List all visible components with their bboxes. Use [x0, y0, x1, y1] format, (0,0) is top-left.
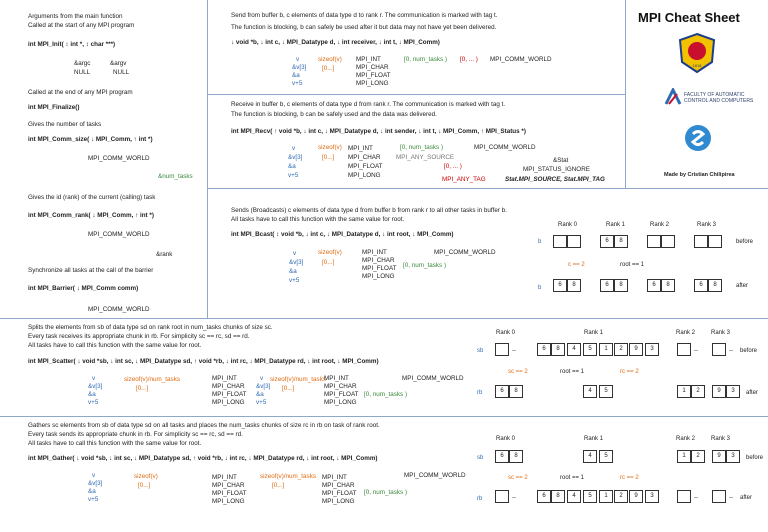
send-buf-opt: &v[3]: [292, 64, 307, 71]
gather-cell: [712, 490, 726, 503]
bcast-rank3: Rank 3: [697, 222, 717, 228]
recv-buf-opt: v+5: [288, 172, 299, 179]
scatter-rb-opt: &v[3]: [256, 383, 271, 390]
recv-count-opt: [0...]: [322, 154, 335, 161]
recv-desc1: Receive in buffer b, c elements of data type d from rank r. The communication is marked with tag t.: [231, 101, 506, 108]
upb-logo: [676, 32, 718, 74]
gather-rank3: Rank 3: [711, 436, 731, 442]
gather-rank0: Rank 0: [496, 436, 516, 442]
recv-comm: MPI_COMM_WORLD: [474, 144, 536, 151]
scatter-cell: 8: [509, 385, 523, 398]
scatter-comm: MPI_COMM_WORLD: [402, 375, 464, 382]
gather-rb-label: rb: [477, 496, 483, 502]
scatter-rd-opt: MPI_LONG: [324, 399, 357, 406]
send-buf-opt: v: [296, 56, 300, 63]
scatter-rb-opts: [256, 375, 270, 407]
bcast-cell: 6: [694, 279, 708, 292]
scatter-rd-opts: [324, 375, 359, 407]
scatter-rank0: Rank 0: [496, 330, 516, 336]
gather-rd-opt: MPI_FLOAT: [322, 490, 357, 497]
bcast-count-opt: [0...]: [322, 259, 335, 266]
bcast-cell: 6: [600, 279, 614, 292]
recv-type-opt: MPI_CHAR: [348, 154, 381, 161]
recv-status-arg: &Stat: [553, 157, 569, 164]
rank-world: MPI_COMM_WORLD: [88, 231, 150, 238]
barrier-world: MPI_COMM_WORLD: [88, 306, 150, 313]
bcast-count-opt: sizeof(v): [318, 249, 342, 256]
bcast-type-opts: [362, 249, 397, 281]
bcast-type-opt: MPI_INT: [362, 249, 387, 256]
bcast-rank2: Rank 2: [650, 222, 670, 228]
gather-sc-eq: sc == 2: [508, 475, 528, 481]
recv-rank-range: [0, num_tasks ): [400, 144, 444, 151]
send-buf-opt: &a: [292, 72, 300, 79]
divider-recv: [207, 94, 625, 95]
gather-desc1: Gathers sc elements from sb of data type sd on all tasks and places the num_tasks chunks of size rc in rb on task of rank root.: [28, 422, 380, 429]
scatter-rb-opt: v+5: [256, 399, 267, 406]
size-arg: &num_tasks: [158, 173, 193, 180]
init-desc1: Arguments from the main function: [28, 13, 123, 20]
bcast-cell: 8: [567, 279, 581, 292]
bcast-before-label: before: [736, 239, 754, 245]
bcast-b-after: b: [538, 285, 542, 291]
scatter-desc3: All tasks have to call this function with the same value for root.: [28, 342, 202, 349]
scatter-rb-label: rb: [477, 390, 483, 396]
send-signature: ↓ void *b, ↓ int c, ↓ MPI_Datatype d, ↓ int receiver, ↓ int t, ↓ MPI_Comm): [231, 39, 440, 46]
divider-scatter: [0, 318, 768, 319]
recv-type-opts: [348, 144, 383, 180]
scatter-cell: [712, 343, 726, 356]
scatter-rd-opt: MPI_FLOAT: [324, 391, 359, 398]
gather-rc-eq: rc == 2: [620, 475, 639, 481]
size-desc: Gives the number of tasks: [28, 121, 102, 128]
gather-sb-opts: [88, 472, 102, 504]
bcast-count-opts: [318, 248, 342, 268]
scatter-cell: 4: [583, 385, 597, 398]
scatter-after-label: after: [746, 390, 759, 396]
scatter-cell: 9: [712, 385, 726, 398]
scatter-sc-opts: [124, 375, 180, 393]
gather-rank1: Rank 1: [584, 436, 604, 442]
scatter-dash: --: [694, 348, 698, 354]
bcast-comm: MPI_COMM_WORLD: [434, 249, 496, 256]
scatter-cell: 3: [645, 343, 659, 356]
gather-cell: 4: [583, 450, 597, 463]
bcast-buf-opt: &v[3]: [289, 259, 304, 266]
scatter-sd-opts: [212, 375, 247, 407]
barrier-signature: int MPI_Barrier( ↓ MPI_Comm comm): [28, 285, 139, 292]
rank-desc: Gives the id (rank) of the current (calling) task: [28, 194, 156, 201]
scatter-cell: 4: [567, 343, 581, 356]
init-desc2: Called at the start of any MPI program: [28, 22, 135, 29]
recv-buf-opt: v: [292, 145, 296, 152]
scatter-cell: 9: [629, 343, 643, 356]
gather-sd-opt: MPI_CHAR: [212, 482, 245, 489]
send-comm: MPI_COMM_WORLD: [490, 56, 552, 63]
send-type-opt: MPI_LONG: [356, 80, 389, 87]
gather-desc3: All tasks have to call this function with the same value for root.: [28, 440, 202, 447]
gather-cell: 5: [583, 490, 597, 503]
credits: Made by Cristian Chilipirea: [664, 172, 735, 178]
bcast-cell: 6: [600, 235, 614, 248]
scatter-rc-opts: [270, 375, 326, 393]
gather-cell: 5: [599, 450, 613, 463]
send-type-opts: [356, 56, 391, 88]
faculty-logo: [664, 88, 682, 106]
gather-cell: 9: [629, 490, 643, 503]
send-rank-range: [0, num_tasks ): [404, 56, 448, 63]
scatter-sd-opt: MPI_CHAR: [212, 383, 245, 390]
bcast-cell: 8: [661, 279, 675, 292]
gather-root-eq: root == 1: [560, 475, 585, 481]
bcast-cell: 6: [553, 279, 567, 292]
bcast-rank1: Rank 1: [606, 222, 626, 228]
gather-rank2: Rank 2: [676, 436, 696, 442]
scatter-sc-opt: [0...]: [136, 385, 149, 392]
bcast-cell: 8: [708, 279, 722, 292]
gather-rc-opts: [260, 472, 316, 490]
gather-sd-opt: MPI_FLOAT: [212, 490, 247, 497]
gather-dash: --: [694, 495, 698, 501]
scatter-root-eq: root == 1: [560, 369, 585, 375]
scatter-sb-opt: v+5: [88, 399, 99, 406]
send-type-opt: MPI_FLOAT: [356, 72, 391, 79]
recv-count-opt: sizeof(v): [318, 144, 342, 151]
gather-sb-opt: &v[3]: [88, 480, 103, 487]
bcast-cell: [661, 235, 675, 248]
bcast-signature: int MPI_Bcast( ↕ void *b, ↓ int c, ↓ MPI_Datatype d, ↓ int root, ↓ MPI_Comm): [231, 231, 454, 238]
rank-signature: int MPI_Comm_rank( ↓ MPI_Comm, ↑ int *): [28, 212, 154, 219]
scatter-rank1: Rank 1: [584, 330, 604, 336]
gather-rc-opt: sizeof(v)/num_tasks: [260, 473, 316, 480]
bcast-root-range: [0, num_tasks ): [403, 262, 447, 269]
scatter-root-range: [0, num_tasks ): [364, 391, 408, 398]
gather-cell: 2: [691, 450, 705, 463]
bcast-root-eq: root == 1: [620, 262, 645, 268]
svg-text:1818: 1818: [692, 63, 702, 68]
scatter-before-label: before: [740, 348, 758, 354]
scatter-signature: int MPI_Scatter( ↓ void *sb, ↓ int sc, ↓ MPI_Datatype sd, ↑ void *rb, ↓ int rc, ↓ MPI_Datatype rd, ↓ int root, ↓ MPI_Comm): [28, 358, 379, 365]
gather-cell: 3: [726, 450, 740, 463]
bcast-desc1: Sends (Broadcasts) c elements of data type d from buffer b from rank r to all other tasks in buffer b.: [231, 207, 507, 214]
scatter-cell: 8: [551, 343, 565, 356]
scatter-sd-opt: MPI_INT: [212, 375, 237, 382]
send-desc1: Send from buffer b, c elements of data type d to rank r. The communication is marked with tag t.: [231, 12, 498, 19]
gather-cell: 1: [677, 450, 691, 463]
gather-cell: 6: [537, 490, 551, 503]
scatter-rd-opt: MPI_INT: [324, 375, 349, 382]
init-null2: NULL: [113, 69, 130, 76]
scatter-rc-eq: rc == 2: [620, 369, 639, 375]
bcast-buf-opt: &a: [289, 268, 297, 275]
gather-rd-opt: MPI_CHAR: [322, 482, 355, 489]
divider-gather: [0, 416, 768, 417]
scatter-sd-opt: MPI_FLOAT: [212, 391, 247, 398]
scatter-cell: 5: [599, 385, 613, 398]
recv-type-opt: MPI_FLOAT: [348, 163, 383, 170]
size-signature: int MPI_Comm_size( ↓ MPI_Comm, ↑ int *): [28, 136, 153, 143]
gather-cell: 8: [551, 490, 565, 503]
page-title: MPI Cheat Sheet: [638, 10, 740, 25]
scatter-cell: 2: [614, 343, 628, 356]
scatter-cell: 6: [495, 385, 509, 398]
init-arg1: &argc: [74, 60, 91, 67]
bcast-buf-opt: v+5: [289, 277, 300, 284]
bcast-desc2: All tasks have to call this function with the same value for root.: [231, 216, 405, 223]
gather-cell: 3: [645, 490, 659, 503]
bcast-cell: [694, 235, 708, 248]
bcast-cell: [647, 235, 661, 248]
finalize-signature: int MPI_Finalize(): [28, 104, 80, 111]
gather-rd-opt: MPI_INT: [322, 474, 347, 481]
gather-cell: 2: [614, 490, 628, 503]
recv-any-source: MPI_ANY_SOURCE: [396, 154, 455, 161]
gather-dash: --: [729, 495, 733, 501]
bcast-buf-opt: v: [293, 250, 297, 257]
recv-type-opt: MPI_INT: [348, 145, 373, 152]
send-type-opt: MPI_CHAR: [356, 64, 389, 71]
recv-buf-opts: [288, 144, 302, 180]
recv-buf-opt: &v[3]: [288, 154, 303, 161]
send-desc2: The function is blocking, b can safely be used after it but data may not have yet been delivered.: [231, 24, 497, 31]
scatter-cell: 3: [726, 385, 740, 398]
gather-root-range: [0, num_tasks ): [364, 489, 408, 496]
scatter-desc2: Every task receives its appropriate chunk in rb. For simplicity sc == rc, sd == rd.: [28, 333, 250, 340]
scatter-rank2: Rank 2: [676, 330, 696, 336]
rank-arg: &rank: [156, 251, 173, 258]
faculty-name: FACULTY OF AUTOMATIC CONTROL AND COMPUTERS: [684, 92, 754, 104]
gather-cell: 6: [495, 450, 509, 463]
gather-sd-opt: MPI_INT: [212, 474, 237, 481]
scatter-dash: --: [729, 348, 733, 354]
barrier-desc: Synchronize all tasks at the call of the barrier: [28, 267, 154, 274]
gather-desc2: Every task sends its appropriate chunk in rb. For simplicity sc == rc, sd == rd.: [28, 431, 243, 438]
bcast-cell: 8: [614, 235, 628, 248]
recv-buf-opt: &a: [288, 163, 296, 170]
init-null1: NULL: [74, 69, 91, 76]
bcast-b-before: b: [538, 239, 542, 245]
scatter-cell: [495, 343, 509, 356]
gather-sb-label: sb: [477, 455, 484, 461]
scatter-sb-opt: &a: [88, 391, 96, 398]
scatter-rank3: Rank 3: [711, 330, 731, 336]
gather-sb-opt: &a: [88, 488, 96, 495]
gather-signature: int MPI_Gather( ↓ void *sb, ↓ int sc, ↓ MPI_Datatype sd, ↑ void *rb, ↓ int rc, ↓ MPI_Datatype rd, ↓ int root, ↓ MPI_Comm): [28, 455, 378, 462]
gather-dash: --: [512, 495, 516, 501]
cs-logo: [684, 124, 712, 152]
bcast-cell: [708, 235, 722, 248]
send-type-opt: MPI_INT: [356, 56, 381, 63]
gather-sb-opt: v: [92, 472, 96, 479]
scatter-cell: [677, 343, 691, 356]
recv-count-opts: [318, 143, 342, 163]
recv-type-opt: MPI_LONG: [348, 172, 381, 179]
gather-cell: 4: [567, 490, 581, 503]
gather-after-label: after: [740, 495, 753, 501]
scatter-cell: 1: [677, 385, 691, 398]
gather-sc-opt: [0...]: [138, 482, 151, 489]
bcast-buf-opts: [289, 249, 303, 285]
scatter-sb-opts: [88, 375, 102, 407]
gather-comm: MPI_COMM_WORLD: [404, 472, 466, 479]
scatter-sb-opt: v: [92, 375, 96, 382]
send-buf-opt: v+5: [292, 80, 303, 87]
scatter-sd-opt: MPI_LONG: [212, 399, 245, 406]
scatter-sc-eq: sc == 2: [508, 369, 528, 375]
size-world: MPI_COMM_WORLD: [88, 155, 150, 162]
gather-rd-opts: [322, 474, 357, 506]
bcast-after-label: after: [736, 283, 749, 289]
init-arg2: &argv: [110, 60, 127, 67]
scatter-rc-opt: sizeof(v)/num_tasks: [270, 376, 326, 383]
gather-cell: [677, 490, 691, 503]
recv-desc2: The function is blocking, b can be safely used and the data was delivered.: [231, 111, 437, 118]
recv-tag-range: [0, ... ): [444, 163, 462, 170]
scatter-sb-opt: &v[3]: [88, 383, 103, 390]
scatter-dash: --: [512, 348, 516, 354]
scatter-rd-opt: MPI_CHAR: [324, 383, 357, 390]
scatter-cell: 6: [537, 343, 551, 356]
scatter-desc1: Splits the elements from sb of data type sd on rank root in num_tasks chunks of size sc.: [28, 324, 273, 331]
bcast-c-eq: c == 2: [568, 262, 585, 268]
divider-left: [207, 0, 208, 318]
bcast-cell: [567, 235, 581, 248]
finalize-desc: Called at the end of any MPI program: [28, 89, 133, 96]
divider-bcast: [207, 188, 768, 189]
send-buf-opts: [292, 56, 306, 88]
send-count-opt: [0...]: [322, 65, 335, 72]
recv-status-fields: Stat.MPI_SOURCE, Stat.MPI_TAG: [505, 176, 605, 183]
scatter-sb-label: sb: [477, 348, 484, 354]
scatter-rb-opt: &a: [256, 391, 264, 398]
bcast-type-opt: MPI_LONG: [362, 273, 395, 280]
gather-before-label: before: [746, 455, 764, 461]
gather-rc-opt: [0...]: [272, 482, 285, 489]
recv-any-tag: MPI_ANY_TAG: [442, 176, 486, 183]
gather-sc-opts: [134, 472, 158, 490]
bcast-cell: [553, 235, 567, 248]
gather-cell: [495, 490, 509, 503]
gather-rd-opt: MPI_LONG: [322, 498, 355, 505]
gather-sc-opt: sizeof(v): [134, 473, 158, 480]
bcast-type-opt: MPI_CHAR: [362, 257, 395, 264]
bcast-cell: 6: [647, 279, 661, 292]
gather-sd-opt: MPI_LONG: [212, 498, 245, 505]
bcast-type-opt: MPI_FLOAT: [362, 265, 397, 272]
gather-sb-opt: v+5: [88, 496, 99, 503]
scatter-rb-opt: v: [260, 375, 264, 382]
gather-cell: 1: [599, 490, 613, 503]
send-count-opt: sizeof(v): [318, 56, 342, 63]
send-count-opts: [318, 55, 342, 73]
scatter-cell: 1: [599, 343, 613, 356]
recv-status-ignore: MPI_STATUS_IGNORE: [523, 166, 590, 173]
bcast-rank0: Rank 0: [558, 222, 578, 228]
recv-signature: int MPI_Recv( ↑ void *b, ↓ int c, ↓ MPI_Datatype d, ↓ int sender, ↓ int t, ↓ MPI_Comm, ↑ MPI_Status *): [231, 128, 526, 135]
scatter-cell: 2: [691, 385, 705, 398]
init-signature: int MPI_Init( ↕ int *, ↕ char ***): [28, 41, 116, 48]
scatter-sc-opt: sizeof(v)/num_tasks: [124, 376, 180, 383]
bcast-cell: 8: [614, 279, 628, 292]
divider-right: [625, 0, 626, 188]
scatter-rc-opt: [0...]: [282, 385, 295, 392]
gather-cell: 9: [712, 450, 726, 463]
scatter-cell: 5: [583, 343, 597, 356]
send-tag-range: [0, ... ): [460, 56, 478, 63]
gather-cell: 8: [509, 450, 523, 463]
gather-sd-opts: [212, 474, 247, 506]
